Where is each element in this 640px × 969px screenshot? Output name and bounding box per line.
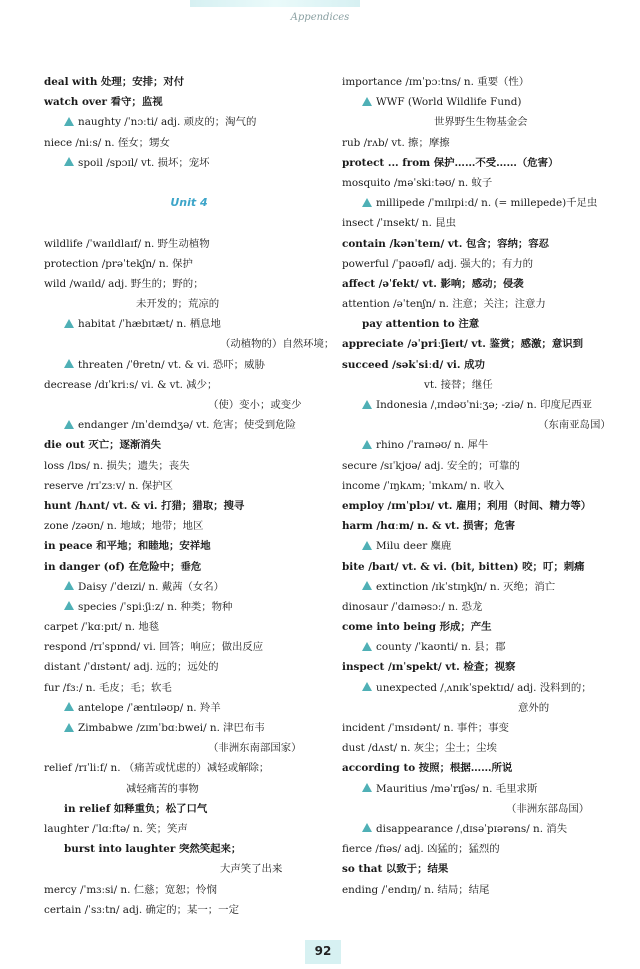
entry-text: die out 灭亡；逐渐消失 (44, 439, 162, 452)
entry-text: hunt /hʌnt/ vt. & vi. 打猎；猎取；搜寻 (44, 499, 245, 512)
vocab-entry (342, 819, 622, 839)
vocab-entry (44, 577, 334, 597)
phrase-entry (342, 355, 622, 375)
entry-text: Mauritius /məˈrɪʃəs/ n. 毛里求斯 (376, 782, 538, 795)
phrase-entry (342, 859, 622, 879)
vocab-entry (342, 476, 622, 496)
vocab-entry (44, 698, 334, 718)
entry-text: Indonesia /ˌɪndəʊˈniːʒə; -ziə/ n. 印度尼西亚 (376, 399, 593, 411)
entry-text: species /ˈspiːʃiːz/ n. 种类；物种 (78, 600, 233, 613)
vocab-entry (44, 395, 334, 415)
vocab-entry (44, 355, 334, 375)
entry-text: antelope /ˈæntɪləʊp/ n. 羚羊 (78, 701, 221, 714)
unit-heading: Unit 4 (170, 196, 208, 210)
phrase-entry (44, 557, 334, 577)
entry-text: 意外的 (518, 701, 550, 714)
vocab-entry (342, 213, 622, 233)
vocab-entry (44, 274, 334, 294)
vocab-entry (44, 294, 334, 314)
entry-text: vt. 接替；继任 (424, 378, 493, 391)
entry-text: in danger (of) 在危险中；垂危 (44, 560, 202, 573)
entry-text: 未开发的；荒凉的 (136, 298, 220, 311)
page-number: 92 (314, 944, 332, 958)
entry-text: secure /sɪˈkjʊə/ adj. 安全的；可靠的 (342, 459, 520, 472)
entry-text: powerful /ˈpaʊəfl/ adj. 强大的；有力的 (342, 257, 534, 270)
vocab-entry (342, 779, 622, 799)
vocab-entry (44, 678, 334, 698)
vocab-entry (342, 173, 622, 193)
vocab-entry (44, 657, 334, 677)
entry-text: burst into laughter 突然笑起来； (64, 843, 242, 856)
phrase-entry (342, 153, 622, 173)
entry-text: appreciate /əˈpriːʃieɪt/ vt. 鉴赏；感激；意识到 (342, 338, 583, 351)
entry-text: Zimbabwe /zɪmˈbɑːbwei/ n. 津巴布韦 (78, 722, 265, 734)
entry-text: Milu deer 麋鹿 (376, 540, 452, 553)
entry-text: in relief 如释重负；松了口气 (64, 802, 208, 815)
vocab-entry (342, 294, 622, 314)
triangle-marker-icon (64, 420, 74, 429)
entry-text: income /ˈɪŋkʌm; ˈɪnkʌm/ n. 收入 (342, 479, 505, 492)
entry-text: 世界野生生物基金会 (434, 116, 528, 129)
phrase-entry (44, 92, 334, 112)
vocab-entry (44, 900, 334, 920)
vocab-entry (44, 334, 334, 354)
right-column (342, 72, 622, 900)
entry-text: so that 以致于；结果 (342, 863, 449, 876)
phrase-entry (342, 617, 622, 637)
entry-text: employ /ɪmˈplɔɪ/ vt. 雇用；利用（时间、精力等） (342, 499, 592, 512)
entry-text: fierce /fɪəs/ adj. 凶猛的；猛烈的 (342, 843, 500, 856)
entry-text: in peace 和平地；和睦地；安祥地 (44, 540, 211, 553)
triangle-marker-icon (362, 440, 372, 449)
vocab-entry (342, 254, 622, 274)
vocab-entry (342, 799, 622, 819)
entry-text: deal with 处理；安排；对付 (44, 76, 185, 88)
entry-text: endanger /ɪnˈdeɪndʒə/ vt. 危害；使受到危险 (78, 419, 296, 432)
vocab-entry (342, 637, 622, 657)
entry-text: certain /ˈsɜːtn/ adj. 确定的；某一；一定 (44, 903, 239, 916)
vocab-entry (44, 153, 334, 173)
entry-text: decrease /dɪˈkriːs/ vi. & vt. 减少； (44, 378, 218, 391)
phrase-entry (44, 799, 334, 819)
entry-text: rhino /ˈraɪnəʊ/ n. 犀牛 (376, 439, 489, 452)
entry-text: （非洲东部岛国） (506, 802, 590, 815)
vocab-entry (44, 880, 334, 900)
vocab-entry (342, 577, 622, 597)
vocab-entry (342, 133, 622, 153)
vocab-entry (44, 779, 334, 799)
vocab-entry (342, 92, 622, 112)
entry-text: zone /zəʊn/ n. 地域；地带；地区 (44, 520, 204, 533)
triangle-marker-icon (64, 157, 74, 166)
vocab-entry (44, 234, 334, 254)
phrase-entry (342, 496, 622, 516)
vocab-entry (44, 254, 334, 274)
entry-text: spoil /spɔɪl/ vt. 损坏；宠坏 (78, 156, 210, 169)
entry-text: （使）变小；或变少 (208, 399, 302, 411)
vocab-entry (342, 193, 622, 213)
vocab-entry (342, 435, 622, 455)
vocab-entry (44, 415, 334, 435)
phrase-entry (44, 496, 334, 516)
entry-text: rub /rʌb/ vt. 擦；摩擦 (342, 136, 450, 149)
entry-text: reserve /rɪˈzɜːv/ n. 保护区 (44, 479, 173, 492)
vocab-entry (44, 597, 334, 617)
entry-text: harm /hɑːm/ n. & vt. 损害；危害 (342, 520, 516, 533)
triangle-marker-icon (362, 642, 372, 651)
vocab-entry (44, 516, 334, 536)
vocab-entry (342, 456, 622, 476)
triangle-marker-icon (64, 723, 74, 732)
triangle-marker-icon (64, 601, 74, 610)
entry-text: （东南亚岛国） (538, 419, 611, 432)
entry-text: watch over 看守；监视 (44, 96, 163, 109)
entry-text: （动植物的）自然环境； (220, 338, 335, 351)
entry-text: Daisy /ˈdeɪzi/ n. 戴茜（女名） (78, 580, 225, 593)
phrase-entry (342, 516, 622, 536)
phrase-entry (342, 758, 622, 778)
entry-text: naughty /ˈnɔːti/ adj. 顽皮的；淘气的 (78, 116, 257, 129)
entry-text: （非洲东南部国家） (208, 742, 302, 755)
triangle-marker-icon (64, 702, 74, 711)
triangle-marker-icon (64, 359, 74, 368)
vocab-entry (342, 597, 622, 617)
entry-text: fur /fɜː/ n. 毛皮；毛；软毛 (44, 681, 172, 694)
vocab-entry (44, 637, 334, 657)
entry-text: respond /rɪˈspɒnd/ vi. 回答；响应；做出反应 (44, 641, 264, 654)
vocab-entry (44, 819, 334, 839)
phrase-entry (342, 334, 622, 354)
triangle-marker-icon (362, 783, 372, 792)
entry-text: loss /lɒs/ n. 损失；遗失；丧失 (44, 459, 190, 472)
entry-text: succeed /səkˈsiːd/ vi. 成功 (342, 358, 485, 371)
vocab-entry (44, 859, 334, 879)
triangle-marker-icon (362, 400, 372, 409)
phrase-entry (44, 536, 334, 556)
triangle-marker-icon (64, 319, 74, 328)
triangle-marker-icon (362, 581, 372, 590)
vocab-entry (44, 758, 334, 778)
vocab-entry (44, 456, 334, 476)
entry-text: bite /baɪt/ vt. & vi. (bit, bitten) 咬；叮；刺痛 (342, 560, 585, 573)
triangle-marker-icon (362, 198, 372, 207)
vocab-entry (44, 314, 334, 334)
entry-text: habitat /ˈhæbɪtæt/ n. 栖息地 (78, 318, 221, 331)
entry-text: wild /waɪld/ adj. 野生的；野的； (44, 277, 204, 290)
phrase-entry (44, 72, 334, 92)
entry-text: mercy /ˈmɜːsi/ n. 仁慈；宽恕；怜悯 (44, 883, 217, 896)
entry-text: inspect /ɪnˈspekt/ vt. 检查；视察 (342, 661, 516, 674)
triangle-marker-icon (64, 117, 74, 126)
vocab-entry (342, 72, 622, 92)
vocab-entry (342, 415, 622, 435)
entry-text: dinosaur /ˈdaɪnəsɔː/ n. 恐龙 (342, 600, 483, 613)
entry-text: incident /ˈɪnsɪdənt/ n. 事件；事变 (342, 722, 509, 734)
entry-text: contain /kənˈteɪn/ vt. 包含；容纳；容忍 (342, 237, 550, 250)
entry-text: disappearance /ˌdɪsəˈpɪərəns/ n. 消失 (376, 822, 568, 835)
entry-text: dust /dʌst/ n. 灰尘；尘土；尘埃 (342, 742, 497, 755)
vocab-entry (342, 678, 622, 698)
entry-text: protect ... from 保护……不受……（危害） (342, 156, 559, 169)
vocab-entry (44, 112, 334, 132)
entry-text: come into being 形成；产生 (342, 621, 492, 634)
blank-line (44, 213, 334, 233)
triangle-marker-icon (362, 541, 372, 550)
vocab-entry (44, 738, 334, 758)
vocab-entry (44, 133, 334, 153)
entry-text: distant /ˈdɪstənt/ adj. 远的；远处的 (44, 661, 219, 674)
vocab-entry (342, 738, 622, 758)
top-decorative-band (190, 0, 360, 7)
triangle-marker-icon (362, 682, 372, 691)
entry-text: affect /əˈfekt/ vt. 影响；感动；侵袭 (342, 277, 524, 290)
vocab-entry (342, 375, 622, 395)
vocab-entry (44, 718, 334, 738)
entry-text: relief /rɪˈliːf/ n. （痛苦或忧虑的）减轻或解除； (44, 762, 270, 775)
phrase-entry (44, 435, 334, 455)
entry-text: attention /əˈtenʃn/ n. 注意；关注；注意力 (342, 298, 546, 311)
vocab-entry (342, 698, 622, 718)
vocab-entry (44, 375, 334, 395)
entry-text: WWF (World Wildlife Fund) (376, 96, 522, 109)
vocab-entry (342, 395, 622, 415)
vocab-entry (342, 536, 622, 556)
entry-text: extinction /ɪkˈstɪŋkʃn/ n. 灭绝；消亡 (376, 580, 556, 593)
triangle-marker-icon (362, 97, 372, 106)
vocab-entry (342, 880, 622, 900)
phrase-entry (342, 657, 622, 677)
entry-text: protection /prəˈtekʃn/ n. 保护 (44, 257, 193, 270)
blank-line (44, 173, 334, 193)
entry-text: 大声笑了出来 (220, 863, 283, 876)
triangle-marker-icon (64, 581, 74, 590)
entry-text: niece /niːs/ n. 侄女；甥女 (44, 136, 170, 149)
vocab-entry (342, 112, 622, 132)
entry-text: unexpected /ˌʌnɪkˈspektɪd/ adj. 没料到的； (376, 681, 592, 694)
entry-text: mosquito /məˈskiːtəʊ/ n. 蚊子 (342, 176, 493, 189)
vocab-entry (342, 839, 622, 859)
entry-text: county /ˈkaʊnti/ n. 县；郡 (376, 641, 506, 654)
entry-text: laughter /ˈlɑːftə/ n. 笑；笑声 (44, 822, 188, 835)
phrase-entry (44, 839, 334, 859)
entry-text: wildlife /ˈwaɪldlaɪf/ n. 野生动植物 (44, 237, 210, 250)
left-column (44, 72, 334, 920)
triangle-marker-icon (362, 823, 372, 832)
entry-text: ending /ˈendɪŋ/ n. 结局；结尾 (342, 883, 490, 896)
page-header: Appendices (290, 12, 350, 23)
entry-text: pay attention to 注意 (362, 318, 480, 331)
entry-text: 减轻痛苦的事物 (126, 782, 199, 795)
entry-text: insect /ˈɪnsekt/ n. 昆虫 (342, 217, 457, 230)
entry-text: according to 按照；根据……所说 (342, 762, 513, 775)
entry-text: millipede /ˈmɪlɪpiːd/ n. (= millepede)千足虫 (376, 197, 598, 210)
entry-text: carpet /ˈkɑːpɪt/ n. 地毯 (44, 621, 160, 634)
phrase-entry (342, 314, 622, 334)
entry-text: importance /ɪmˈpɔːtns/ n. 重要（性） (342, 76, 530, 88)
vocab-entry (342, 718, 622, 738)
vocab-entry (44, 617, 334, 637)
phrase-entry (342, 274, 622, 294)
phrase-entry (342, 557, 622, 577)
phrase-entry (342, 234, 622, 254)
vocab-entry (44, 476, 334, 496)
entry-text: threaten /ˈθretn/ vt. & vi. 恐吓；威胁 (78, 358, 265, 371)
